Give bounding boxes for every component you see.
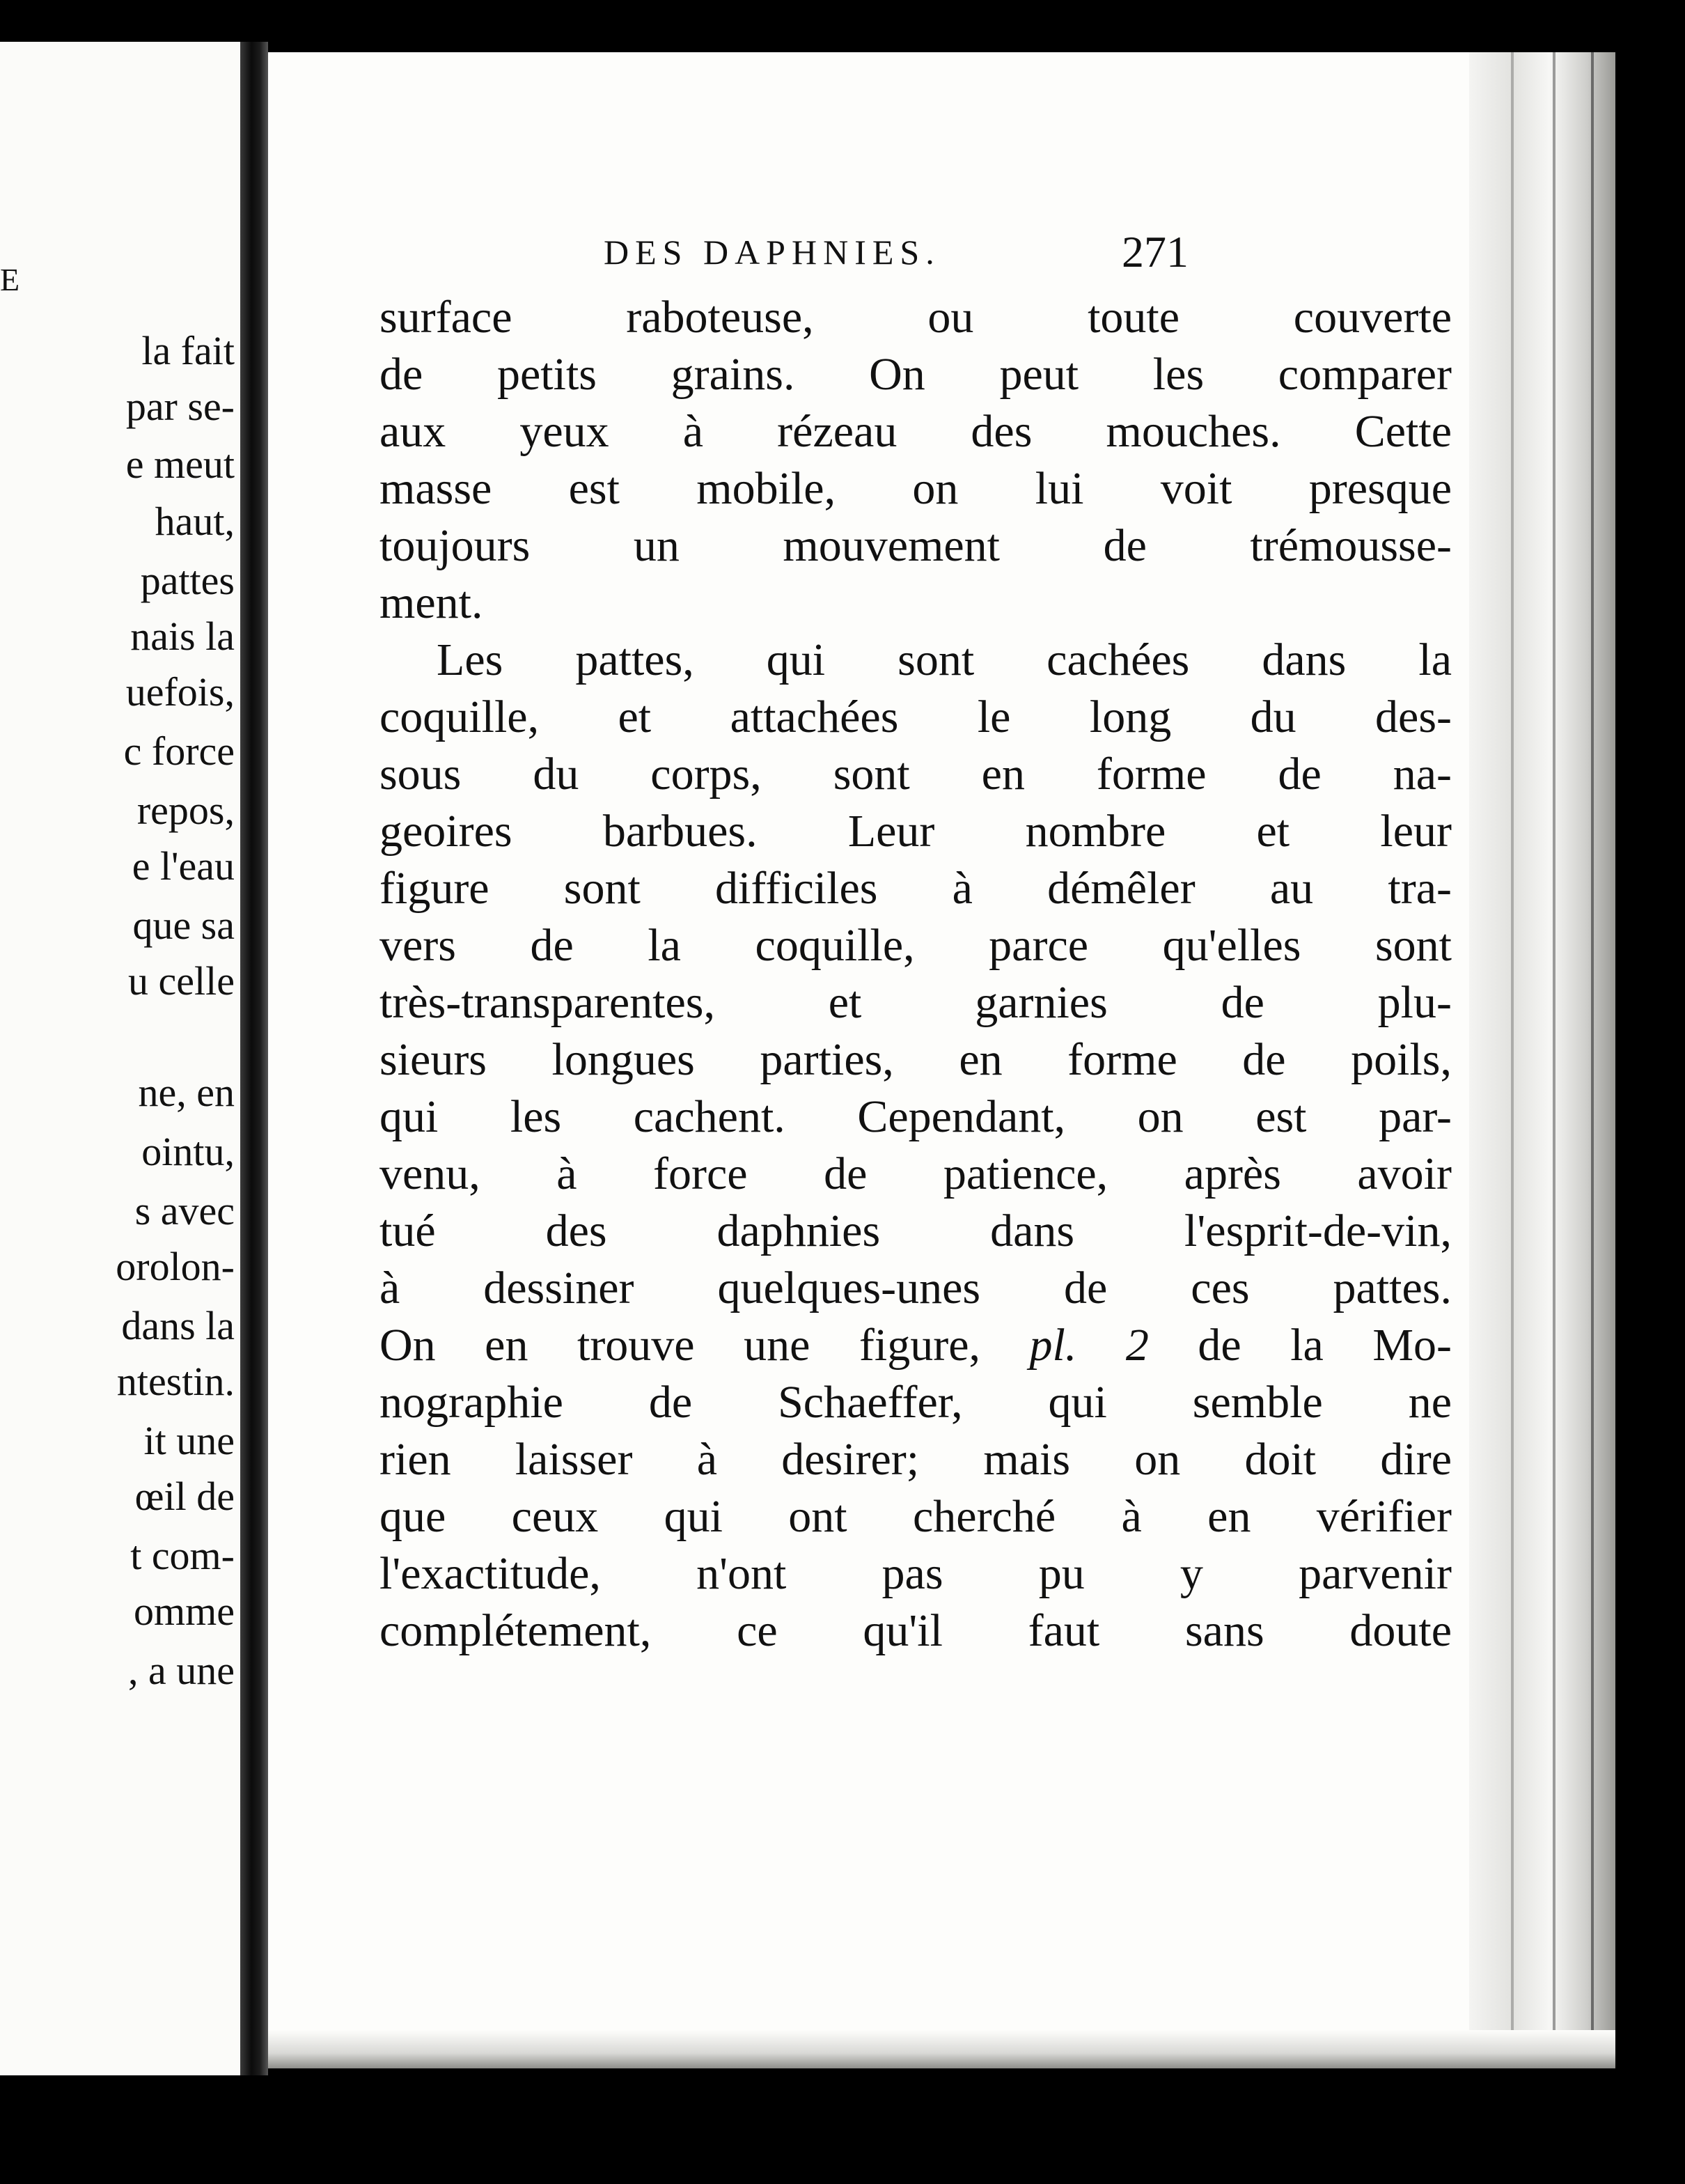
left-page-line: la fait [141,328,235,373]
page-number: 271 [1122,227,1189,276]
left-page-line: pattes [140,558,235,603]
text-line: surface raboteuse, ou toute couverte [379,292,1452,343]
left-page-line: omme [134,1589,235,1634]
text-line: ment. [379,577,483,628]
left-page-line: œil de [134,1474,235,1519]
paragraph-first-line: Les pattes, qui sont cachées dans la [437,634,1452,685]
text-segment: de la Mo- [1198,1320,1452,1371]
page-bottom-edge [268,2030,1615,2068]
text-line: sieurs longues parties, en forme de poils, [379,1034,1452,1085]
page-edge-shadow [1469,52,1615,2068]
body-text [379,289,1452,1660]
text-line: très-transparentes, et garnies de plu- [379,977,1452,1028]
running-head: DES DAPHNIES. [604,233,941,272]
text-line: que ceux qui ont cherché à en vérifier [379,1491,1452,1542]
text-line: de petits grains. On peut les comparer [379,349,1452,400]
left-page-line: ne, en [138,1070,235,1115]
book-gutter [240,42,268,2075]
text-line: tué des daphnies dans l'esprit-de-vin, [379,1206,1452,1256]
left-page-line: nais la [130,614,235,659]
left-page-fragment [0,42,240,2075]
left-page-line: repos, [136,788,235,833]
plate-reference: pl. 2 [1029,1320,1149,1371]
text-line-with-plate-reference [379,1317,1452,1374]
text-line: aux yeux à rézeau des mouches. Cette [379,406,1452,457]
left-page-line: dans la [121,1303,235,1348]
left-page-line: c force [123,728,235,774]
left-page-line: t com- [130,1533,235,1578]
text-line: l'exactitude, n'ont pas pu y parvenir [379,1548,1452,1599]
left-page-line: orolon- [116,1244,235,1289]
text-line: figure sont difficiles à démêler au tra- [379,863,1452,914]
left-page-line: uefois, [125,669,235,715]
text-line: toujours un mouvement de trémousse- [379,520,1452,571]
left-page-line: haut, [155,499,235,544]
left-page-line: , a une [128,1648,235,1693]
left-page-line: e meut [125,442,235,487]
left-page-line: e l'eau [132,843,235,889]
text-line: venu, à force de patience, après avoir [379,1148,1452,1199]
text-line: rien laisser à desirer; mais on doit dire [379,1434,1452,1485]
text-line: vers de la coquille, parce qu'elles sont [379,920,1452,971]
text-line: nographie de Schaeffer, qui semble ne [379,1377,1452,1428]
left-page-line: ntestin. [116,1359,235,1404]
main-page [268,52,1615,2068]
left-page-line: par se- [125,384,235,429]
left-page-line: it une [143,1418,235,1463]
text-line: qui les cachent. Cependant, on est par- [379,1091,1452,1142]
left-page-line: s avec [134,1188,235,1233]
left-page-line: u celle [128,958,235,1004]
text-line: à dessiner quelques-unes de ces pattes. [379,1263,1452,1313]
text-line: coquille, et attachées le long du des- [379,692,1452,742]
text-line: geoires barbues. Leur nombre et leur [379,806,1452,857]
left-page-header-fragment: E [0,262,23,297]
text-line: sous du corps, sont en forme de na- [379,749,1452,800]
left-page-line: que sa [132,903,235,948]
text-line: complétement, ce qu'il faut sans doute [379,1605,1452,1656]
left-page-line: ointu, [141,1129,235,1174]
text-segment: On en trouve une figure, [379,1320,980,1371]
text-line: masse est mobile, on lui voit presque [379,463,1452,514]
